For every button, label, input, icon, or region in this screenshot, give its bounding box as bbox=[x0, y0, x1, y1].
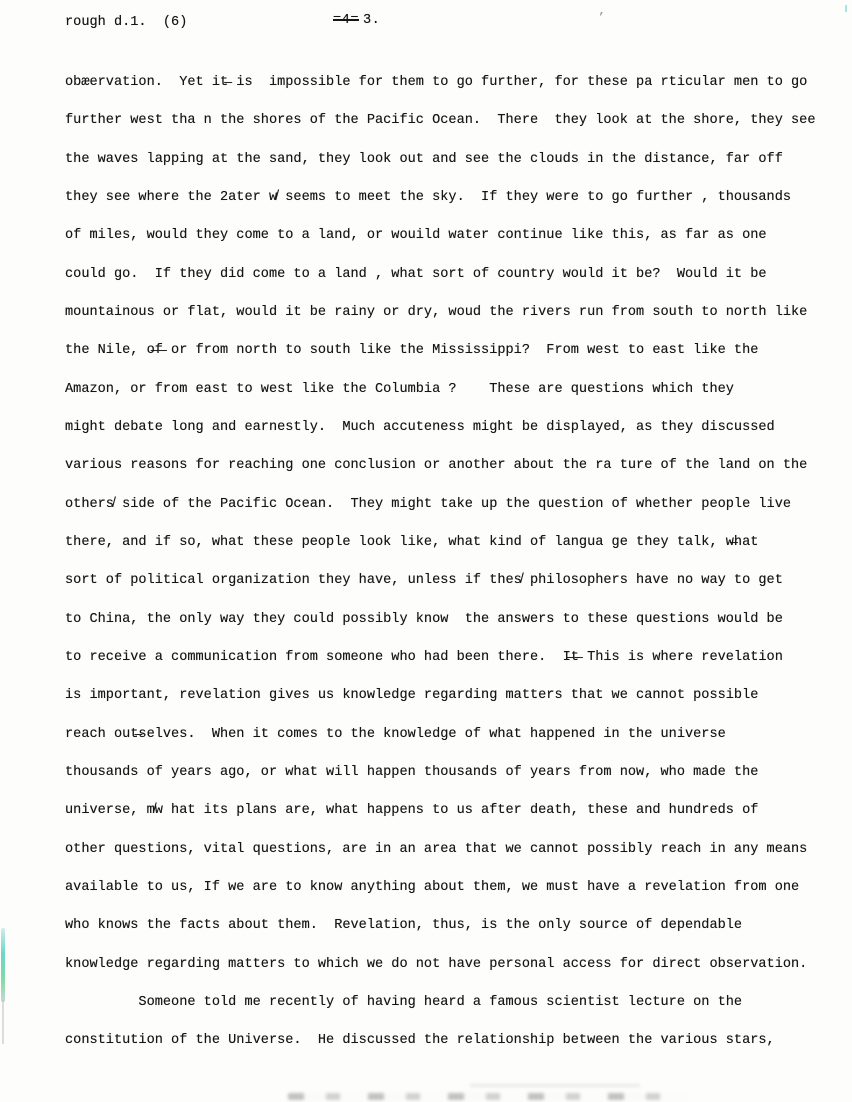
text-line: the Nile, o̶f̶ or from north to south like the Mississippi? From west to east like the bbox=[65, 343, 759, 359]
text-line: to receive a communication from someone who had been there. I̶t̶ This is where revelation bbox=[65, 649, 783, 665]
struck-page-number: =4= bbox=[333, 13, 359, 28]
text-line: there, and if so, what these people look like, what kind of langua ge they talk, w̶hat bbox=[65, 534, 759, 550]
page-number: 3. bbox=[362, 13, 381, 28]
text-line: other questions, vital questions, are in an area that we cannot possibly reach in any means bbox=[65, 841, 808, 857]
cutoff-text-smudge-faint bbox=[470, 1084, 640, 1087]
text-line: others̸ side of the Pacific Ocean. They might take up the question of whether people live bbox=[65, 496, 792, 512]
text-line: constitution of the Universe. He discussed the relationship between the various stars, bbox=[65, 1033, 775, 1049]
text-line: knowledge regarding matters to which we do not have personal access for direct observation. bbox=[65, 956, 808, 972]
draft-label: rough d.1. (6) bbox=[65, 15, 188, 30]
text-line: they see where the 2ater w̸ seems to meet the sky. If they were to go further , thousands bbox=[65, 189, 792, 205]
text-line: reach out̶selves. When it comes to the knowledge of what happened in the universe bbox=[65, 726, 726, 742]
text-line: thousands of years ago, or what will happen thousands of years from now, who made the bbox=[65, 764, 759, 780]
text-line: of miles, would they come to a land, or wouild water continue like this, as far as one bbox=[65, 228, 767, 244]
text-line: who knows the facts about them. Revelation, thus, is the only source of dependable bbox=[65, 918, 743, 934]
text-line: mountainous or flat, would it be rainy or dry, woud the rivers run from south to north like bbox=[65, 304, 808, 320]
text-line: the waves lapping at the sand, they look out and see the clouds in the distance, far off bbox=[65, 151, 783, 167]
page-header bbox=[65, 12, 832, 38]
text-line: sort of political organization they have, unless if thes̸ philosophers have no way to get bbox=[65, 573, 783, 589]
text-line: Someone told me recently of having heard a famous scientist lecture on the bbox=[65, 994, 743, 1010]
text-line: further west tha n the shores of the Pacific Ocean. There they look at the shore, they see bbox=[65, 113, 816, 129]
text-line: Amazon, or from east to west like the Columbia ? These are questions which they bbox=[65, 381, 734, 397]
text-line: to China, the only way they could possibly know the answers to these questions would be bbox=[65, 611, 783, 627]
text-line: obæervation. Yet it̶ is impossible for them to go further, for these pa rticular men to go bbox=[65, 75, 808, 90]
text-line: various reasons for reaching one conclusion or another about the ra ture of the land on the bbox=[65, 458, 808, 474]
stray-pen-mark: ’ bbox=[598, 12, 605, 24]
text-line: might debate long and earnestly. Much accuteness might be displayed, as they discussed bbox=[65, 419, 775, 435]
text-line: universe, m̸w hat its plans are, what happens to us after death, these and hundreds of bbox=[65, 803, 759, 819]
document-body bbox=[65, 64, 842, 1061]
scan-artifact-gray-streak bbox=[2, 1000, 4, 1044]
scan-artifact-teal-streak bbox=[1, 928, 5, 1002]
scan-artifact-corner-tick bbox=[845, 5, 847, 12]
cutoff-text-smudge bbox=[288, 1093, 688, 1100]
text-line: could go. If they did come to a land , what sort of country would it be? Would it be bbox=[65, 266, 767, 282]
text-line: available to us, If we are to know anything about them, we must have a revelation from one bbox=[65, 879, 800, 895]
text-line: is important, revelation gives us knowledge regarding matters that we cannot possible bbox=[65, 688, 759, 704]
page-number-group bbox=[333, 13, 380, 28]
